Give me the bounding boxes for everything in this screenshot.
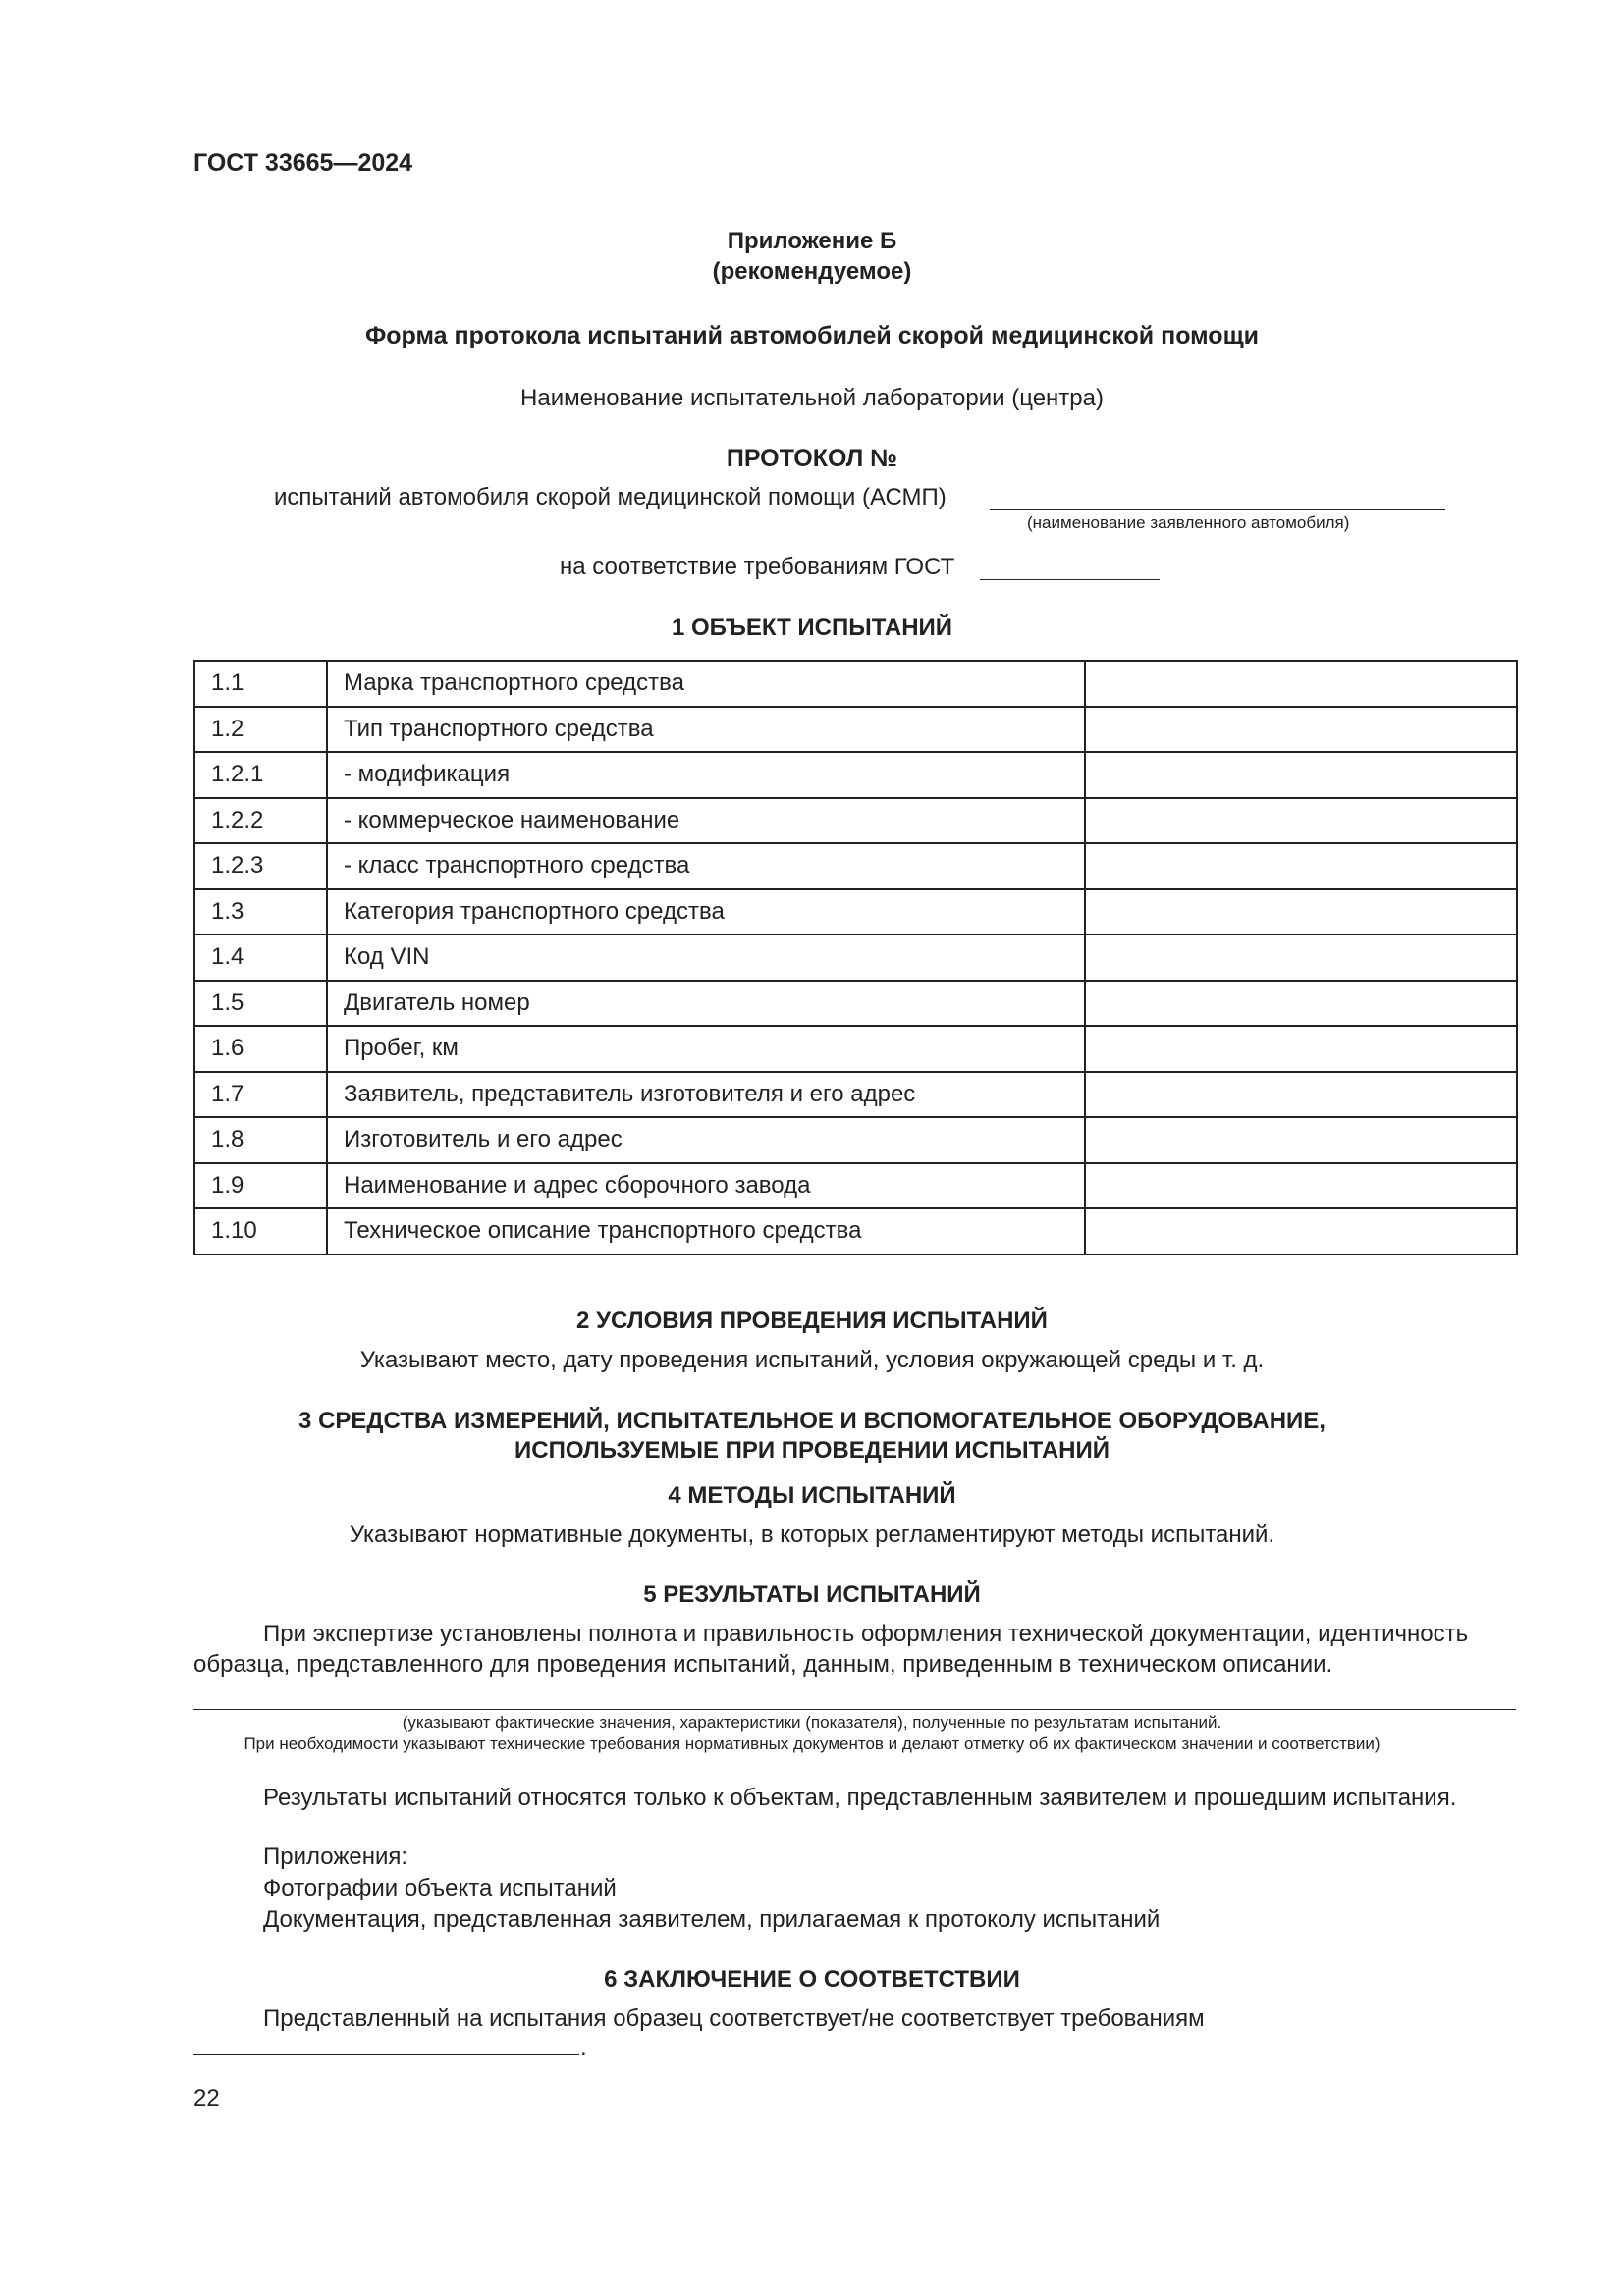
row-label: - модификация — [327, 752, 1085, 798]
results-caption-line2: При необходимости указывают технические требования нормативных документов и делают отметку об их фактическом значении и соответствии) — [244, 1735, 1380, 1753]
table-row — [194, 1117, 1517, 1163]
row-number: 1.4 — [194, 934, 327, 981]
row-label: Наименование и адрес сборочного завода — [327, 1163, 1085, 1209]
test-object-table — [193, 660, 1518, 1255]
row-value[interactable] — [1085, 752, 1517, 798]
row-label: Заявитель, представитель изготовителя и его адрес — [327, 1072, 1085, 1118]
row-label: - коммерческое наименование — [327, 798, 1085, 844]
row-number: 1.2.3 — [194, 843, 327, 889]
row-number: 1.2 — [194, 707, 327, 753]
gost-blank-line — [980, 579, 1160, 580]
requirements-blank-line — [193, 2054, 579, 2055]
row-label: Категория транспортного средства — [327, 889, 1085, 935]
subject-caption: (наименование заявленного автомобиля) — [1027, 513, 1350, 532]
protocol-subject: испытаний автомобиля скорой медицинской помощи (АСМП) — [274, 484, 947, 510]
row-value[interactable] — [1085, 707, 1517, 753]
row-value[interactable] — [1085, 889, 1517, 935]
section2-text: Указывают место, дату проведения испытаний, условия окружающей среды и т. д. — [359, 1347, 1265, 1373]
row-label: Код VIN — [327, 934, 1085, 981]
table-row — [194, 752, 1517, 798]
row-value[interactable] — [1085, 1163, 1517, 1209]
attachment-item: Фотографии объекта испытаний — [263, 1875, 617, 1901]
row-number: 1.6 — [194, 1026, 327, 1072]
protocol-title: ПРОТОКОЛ № — [726, 445, 898, 472]
row-value[interactable] — [1085, 1072, 1517, 1118]
section4-text: Указывают нормативные документы, в которых регламентируют методы испытаний. — [349, 1522, 1275, 1548]
table-row — [194, 1208, 1517, 1255]
row-value[interactable] — [1085, 981, 1517, 1027]
table-row — [194, 1026, 1517, 1072]
row-label: Изготовитель и его адрес — [327, 1117, 1085, 1163]
row-label: Марка транспортного средства — [327, 661, 1085, 707]
table-row — [194, 843, 1517, 889]
row-label: Тип транспортного средства — [327, 707, 1085, 753]
form-title: Форма протокола испытаний автомобилей скорой медицинской помощи — [364, 322, 1260, 349]
row-number: 1.2.2 — [194, 798, 327, 844]
row-label: - класс транспортного средства — [327, 843, 1085, 889]
section2-title: 2 УСЛОВИЯ ПРОВЕДЕНИЯ ИСПЫТАНИЙ — [576, 1308, 1048, 1334]
row-number: 1.10 — [194, 1208, 327, 1255]
row-number: 1.1 — [194, 661, 327, 707]
table-row — [194, 981, 1517, 1027]
table-row — [194, 707, 1517, 753]
section6-text: Представленный на испытания образец соответствует/не соответствует требованиям — [263, 2005, 1205, 2032]
table-row — [194, 1163, 1517, 1209]
row-value[interactable] — [1085, 1117, 1517, 1163]
results-caption-line1: (указывают фактические значения, характеристики (показателя), полученные по результатам испытаний. — [402, 1713, 1222, 1732]
table-row — [194, 1072, 1517, 1118]
table-row — [194, 661, 1517, 707]
row-number: 1.2.1 — [194, 752, 327, 798]
row-value[interactable] — [1085, 798, 1517, 844]
row-number: 1.3 — [194, 889, 327, 935]
row-number: 1.8 — [194, 1117, 327, 1163]
subject-blank-line — [990, 509, 1445, 510]
results-note: Результаты испытаний относятся только к объектам, представленным заявителем и прошедшим испытания. — [263, 1785, 1457, 1811]
row-value[interactable] — [1085, 934, 1517, 981]
results-blank-line — [193, 1709, 1516, 1710]
appendix-title: Приложение Б — [727, 228, 897, 254]
table-row — [194, 889, 1517, 935]
row-number: 1.9 — [194, 1163, 327, 1209]
standard-header: ГОСТ 33665—2024 — [193, 149, 413, 177]
row-value[interactable] — [1085, 661, 1517, 707]
row-number: 1.7 — [194, 1072, 327, 1118]
row-number: 1.5 — [194, 981, 327, 1027]
table-row — [194, 798, 1517, 844]
section5-para-line2: образца, представленного для проведения испытаний, данным, приведенным в техническом описании. — [193, 1651, 1333, 1678]
row-value[interactable] — [1085, 1026, 1517, 1072]
attachments-title: Приложения: — [263, 1843, 408, 1870]
row-value[interactable] — [1085, 843, 1517, 889]
row-value[interactable] — [1085, 1208, 1517, 1255]
section5-para-line1: При экспертизе установлены полнота и правильность оформления технической документации, идентичность — [263, 1621, 1469, 1647]
section6-title: 6 ЗАКЛЮЧЕНИЕ О СООТВЕТСТВИИ — [604, 1966, 1020, 1993]
section4-title: 4 МЕТОДЫ ИСПЫТАНИЙ — [668, 1482, 956, 1509]
row-label: Пробег, км — [327, 1026, 1085, 1072]
table-row — [194, 934, 1517, 981]
section1-title: 1 ОБЪЕКТ ИСПЫТАНИЙ — [671, 614, 953, 641]
row-label: Двигатель номер — [327, 981, 1085, 1027]
attachment-item: Документация, представленная заявителем, прилагаемая к протоколу испытаний — [263, 1906, 1161, 1933]
page-number: 22 — [193, 2085, 220, 2111]
section5-title: 5 РЕЗУЛЬТАТЫ ИСПЫТАНИЙ — [643, 1581, 981, 1608]
row-label: Техническое описание транспортного средства — [327, 1208, 1085, 1255]
section3-title-line1: 3 СРЕДСТВА ИЗМЕРЕНИЙ, ИСПЫТАТЕЛЬНОЕ И ВСПОМОГАТЕЛЬНОЕ ОБОРУДОВАНИЕ, — [298, 1408, 1326, 1434]
section3-title-line2: ИСПОЛЬЗУЕМЫЕ ПРИ ПРОВЕДЕНИИ ИСПЫТАНИЙ — [514, 1437, 1110, 1464]
appendix-status: (рекомендуемое) — [712, 258, 912, 285]
section6-end-period: . — [580, 2034, 587, 2060]
lab-name: Наименование испытательной лаборатории (центра) — [520, 385, 1104, 411]
compliance-text: на соответствие требованиям ГОСТ — [560, 554, 955, 580]
